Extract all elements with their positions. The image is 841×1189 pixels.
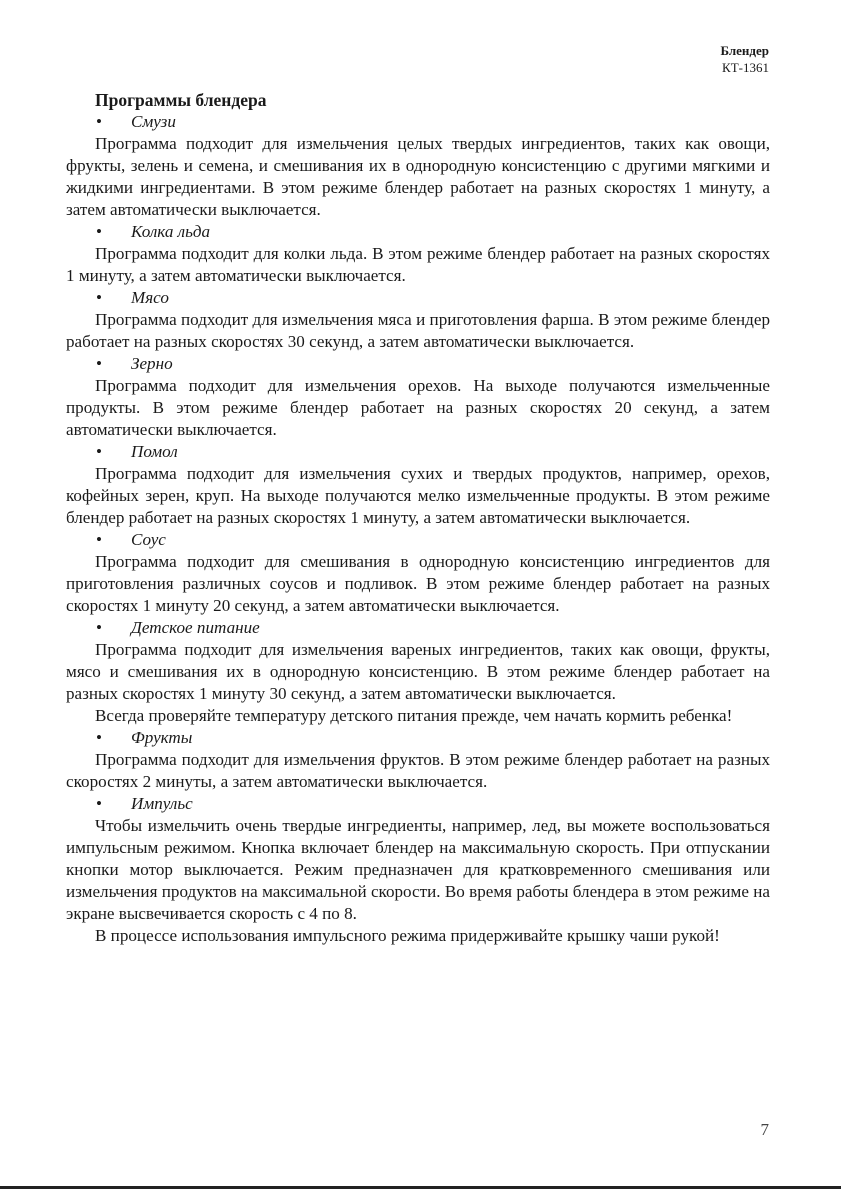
- program-description: Чтобы измельчить очень твердые ингредиенты, например, лед, вы можете воспользоваться импульсным режимом. Кнопка включает блендер на максимальную скорость. При отпускании кнопки мотор выключается. Режим предназначен для кратковременного смешивания или измельчения продуктов на максимальной скорости. Во время работы блендера в этом режиме на экране высвечивается скорость с 4 по 8.: [66, 816, 770, 923]
- program-name: Соус: [131, 530, 166, 549]
- program-heading: [66, 441, 770, 463]
- program-description: Программа подходит для измельчения мяса и приготовления фарша. В этом режиме блендер работает на разных скоростях 30 секунд, а затем автоматически выключается.: [66, 310, 770, 351]
- bullet-marker: •: [96, 728, 102, 747]
- program-heading: [66, 793, 770, 815]
- program-description: Программа подходит для измельчения сухих и твердых продуктов, например, орехов, кофейных зерен, круп. На выходе получаются мелко измельченные продукты. В этом режиме блендер работает на разных скоростях 1 минуту, а затем автоматически выключается.: [66, 464, 770, 527]
- bullet-marker: •: [96, 794, 102, 813]
- program-description: Программа подходит для измельчения фруктов. В этом режиме блендер работает на разных скоростях 2 минуты, а затем автоматически выключается.: [66, 750, 770, 791]
- bullet-marker: •: [96, 222, 102, 241]
- program-list: [66, 111, 770, 947]
- program-heading: [66, 727, 770, 749]
- program-heading: [66, 529, 770, 551]
- program-name: Помол: [131, 442, 178, 461]
- page-number: 7: [760, 1120, 769, 1139]
- program-name: Смузи: [131, 112, 176, 131]
- bullet-marker: •: [96, 288, 102, 307]
- program-description: Программа подходит для измельчения целых твердых ингредиентов, таких как овощи, фрукты, зелень и семена, и смешивания их в однородную консистенцию с другими мягкими и жидкими ингредиентами. В этом режиме блендер работает на разных скоростях 1 минуту, а затем автоматически выключается.: [66, 134, 770, 219]
- program-description: Программа подходит для смешивания в однородную консистенцию ингредиентов для приготовления различных соусов и подливок. В этом режиме блендер работает на разных скоростях 1 минуту 20 секунд, а затем автоматически выключается.: [66, 552, 770, 615]
- program-description: Всегда проверяйте температуру детского питания прежде, чем начать кормить ребенка!: [95, 706, 733, 725]
- program-description: Программа подходит для измельчения вареных ингредиентов, таких как овощи, фрукты, мясо и смешивания их в однородную консистенцию. В этом режиме блендер работает на разных скоростях 1 минуту 30 секунд, а затем автоматически выключается.: [66, 640, 770, 703]
- program-name: Импульс: [131, 794, 193, 813]
- bullet-marker: •: [96, 354, 102, 373]
- program-heading: [66, 287, 770, 309]
- program-description: Программа подходит для колки льда. В этом режиме блендер работает на разных скоростях 1 минуту, а затем автоматически выключается.: [66, 244, 770, 285]
- bullet-marker: •: [96, 442, 102, 461]
- program-heading: [66, 617, 770, 639]
- program-description: Программа подходит для измельчения орехов. На выходе получаются измельченные продукты. В этом режиме блендер работает на разных скоростях 20 секунд, а затем автоматически выключается.: [66, 376, 770, 439]
- program-name: Фрукты: [131, 728, 193, 747]
- page-content: [66, 89, 770, 947]
- program-description: В процессе использования импульсного режима придерживайте крышку чаши рукой!: [95, 926, 720, 945]
- model-number: КТ-1361: [722, 60, 769, 75]
- program-name: Детское питание: [131, 618, 260, 637]
- product-name: Блендер: [720, 43, 769, 58]
- section-title: Программы блендера: [95, 90, 267, 110]
- bullet-marker: •: [96, 618, 102, 637]
- program-name: Колка льда: [131, 222, 211, 241]
- page-header: [720, 42, 769, 76]
- program-name: Зерно: [131, 354, 173, 373]
- bullet-marker: •: [96, 112, 102, 131]
- program-name: Мясо: [131, 288, 169, 307]
- program-heading: [66, 221, 770, 243]
- program-heading: [66, 111, 770, 133]
- bullet-marker: •: [96, 530, 102, 549]
- program-heading: [66, 353, 770, 375]
